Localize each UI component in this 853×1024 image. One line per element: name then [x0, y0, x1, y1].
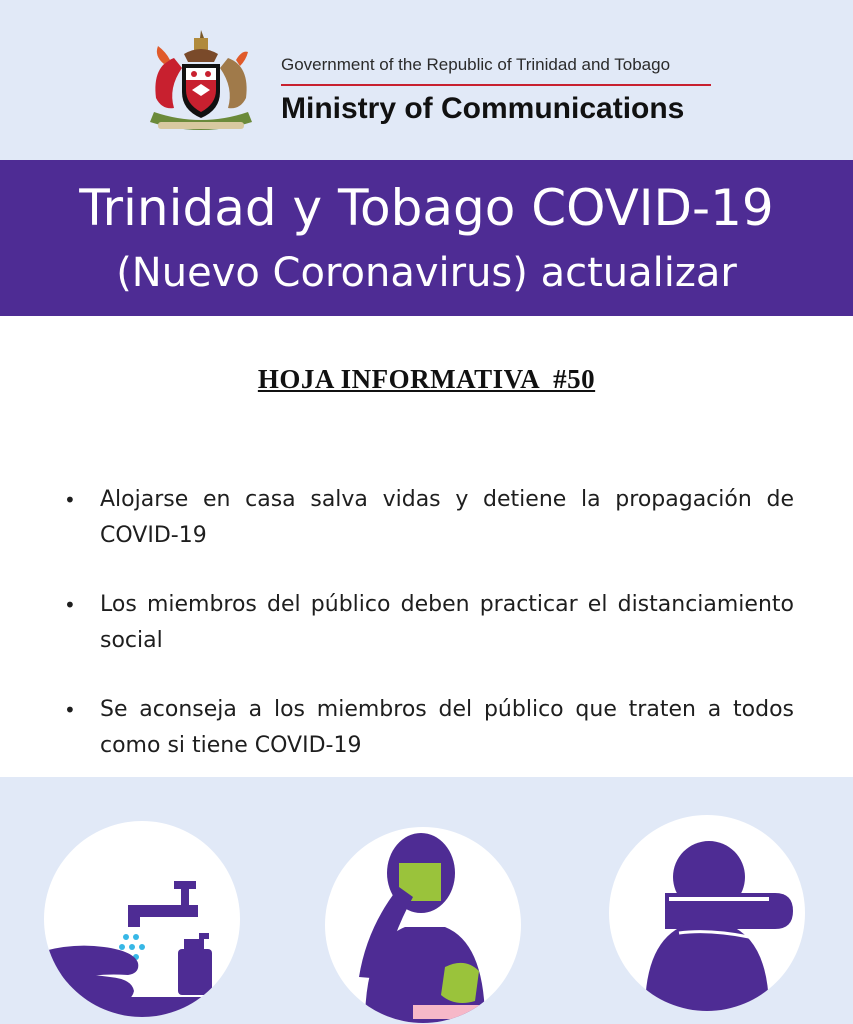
banner-title: Trinidad y Tobago COVID-19 — [79, 179, 774, 237]
bullet-list — [64, 482, 794, 797]
coat-of-arms-icon — [144, 28, 258, 134]
government-line: Government of the Republic of Trinidad and Tobago — [281, 55, 671, 74]
banner-subtitle: (Nuevo Coronavirus) actualizar — [116, 250, 737, 296]
title-banner — [0, 160, 853, 316]
cough-into-elbow-icon — [609, 815, 805, 1011]
face-touch-circle — [325, 827, 521, 1023]
hand-washing-circle — [44, 821, 240, 1017]
hand-washing-icon — [44, 821, 240, 1017]
icon-footer — [0, 777, 853, 1024]
header-divider — [281, 84, 711, 86]
ministry-name: Ministry of Communications — [281, 92, 685, 125]
bullet-item: • Se aconseja a los miembros del público que traten a todos como si tiene COVID-19 — [64, 692, 794, 764]
cough-into-elbow-circle — [609, 815, 805, 1011]
header — [0, 0, 853, 160]
fact-sheet-title: HOJA INFORMATIVA #50 — [257, 364, 596, 394]
bullet-item: • Los miembros del público deben practicar el distanciamiento social — [64, 587, 794, 659]
face-touch-icon — [325, 827, 521, 1023]
bullet-item: • Alojarse en casa salva vidas y detiene la propagación de COVID-19 — [64, 482, 794, 554]
